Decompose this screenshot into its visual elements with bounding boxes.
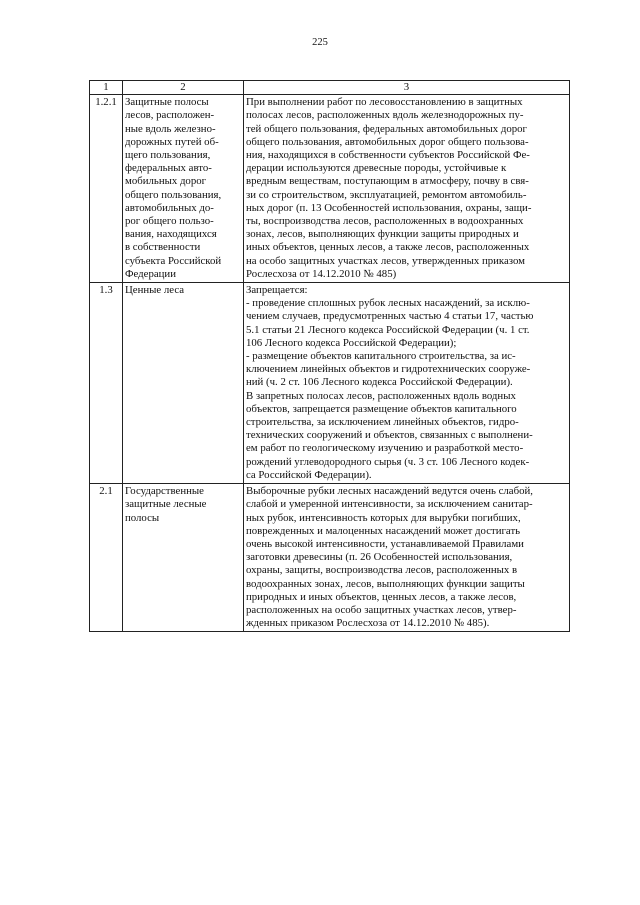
table-row: [90, 283, 570, 484]
category-name-line: защитные лесные: [125, 498, 207, 511]
regulation-text-line: ний (ч. 2 ст. 106 Лесного кодекса Российской Федерации).: [246, 376, 513, 389]
regulation-text-line: 106 Лесного кодекса Российской Федерации);: [246, 336, 457, 349]
regulation-text-line: ных дорог (п. 13 Особенностей использования, охраны, защи-: [246, 201, 532, 214]
regulation-text-line: технических сооружений и объектов, связанных с выполнени-: [246, 429, 533, 442]
row-number: 1.2.1: [90, 95, 123, 283]
header-cell-1: 1: [90, 81, 123, 95]
header-cell-3: 3: [244, 81, 570, 95]
category-name-line: субъекта Российской: [125, 254, 222, 267]
table-row: [90, 484, 570, 632]
regulation-text-line: строительства, за исключением линейных объектов, гидро-: [246, 416, 519, 429]
category-name-line: рог общего пользо-: [125, 215, 214, 228]
category-name-line: полосы: [125, 511, 160, 524]
category-name-line: автомобильных до-: [125, 201, 214, 214]
regulation-text-line: - размещение объектов капитального строительства, за ис-: [246, 350, 516, 363]
regulation-text: [244, 283, 570, 484]
regulation-text-line: поврежденных и малоценных насаждений может достигать: [246, 524, 521, 537]
regulation-text-line: ты, воспроизводства лесов, расположенных в водоохранных: [246, 215, 524, 228]
regulation-text-line: При выполнении работ по лесовосстановлению в защитных: [246, 96, 523, 109]
regulation-text-line: Выборочные рубки лесных насаждений ведутся очень слабой,: [246, 485, 533, 498]
table-row: [90, 95, 570, 283]
category-name-line: Федерации: [125, 267, 176, 280]
regulation-text-line: природных и иных объектов, ценных лесов, а также лесов,: [246, 590, 517, 603]
regulation-text-line: жденных приказом Рослесхоза от 14.12.2010 № 485).: [246, 617, 490, 630]
row-number: 2.1: [90, 484, 123, 632]
category-name-line: Государственные: [125, 485, 204, 498]
regulation-text-line: са Российской Федерации).: [246, 468, 372, 481]
regulation-text-line: В запретных полосах лесов, расположенных вдоль водных: [246, 389, 516, 402]
regulation-text-line: ем работ по геологическому изучению и разработкой место-: [246, 442, 524, 455]
table-header-row: [90, 81, 570, 95]
regulation-text-line: тей общего пользования, федеральных автомобильных дорог: [246, 122, 527, 135]
category-name-line: лесов, расположен-: [125, 109, 215, 122]
regulation-text-line: очень высокой интенсивности, устанавливаемой Правилами: [246, 537, 524, 550]
category-name-line: мобильных дорог: [125, 175, 207, 188]
regulation-text-line: ных рубок, интенсивность которых для вырубки погибших,: [246, 511, 521, 524]
regulation-text: [244, 484, 570, 632]
regulation-text-line: чением случаев, предусмотренных частью 4 статьи 17, частью: [246, 310, 534, 323]
page-number: 225: [312, 37, 328, 48]
regulation-text-line: водоохранных зонах, лесов, выполняющих функции защиты: [246, 577, 525, 590]
regulation-text-line: зи со строительством, эксплуатацией, ремонтом автомобиль-: [246, 188, 527, 201]
category-name-line: федеральных авто-: [125, 162, 212, 175]
regulation-text: [244, 95, 570, 283]
regulation-text-line: охраны, защиты, воспроизводства лесов, расположенных в: [246, 564, 518, 577]
regulation-text-line: зонах, лесов, выполняющих функции защиты природных и: [246, 228, 519, 241]
regulation-text-line: слабой и умеренной интенсивности, за исключением санитар-: [246, 498, 533, 511]
regulation-text-line: объектов, запрещается размещение объектов капитального: [246, 402, 517, 415]
regulation-text-line: рождений углеводородного сырья (ч. 3 ст. 106 Лесного кодек-: [246, 455, 530, 468]
row-number: 1.3: [90, 283, 123, 484]
regulation-text-line: 5.1 статьи 21 Лесного кодекса Российской Федерации (ч. 1 ст.: [246, 323, 530, 336]
category-name-line: щего пользования,: [125, 149, 211, 162]
category-name-line: в собственности: [125, 241, 201, 254]
regulation-text-line: на особо защитных участках лесов, утвержденных приказом: [246, 254, 526, 267]
regulation-text-line: полосах лесов, расположенных вдоль железнодорожных пу-: [246, 109, 524, 122]
category-name: [123, 95, 244, 283]
regulation-table: [89, 80, 570, 632]
category-name-line: Защитные полосы: [125, 96, 209, 109]
category-name: [123, 283, 244, 484]
category-name-line: вания, находящихся: [125, 228, 217, 241]
category-name-line: дорожных путей об-: [125, 135, 219, 148]
regulation-text-line: Рослесхоза от 14.12.2010 № 485): [246, 267, 397, 280]
regulation-text-line: вредным веществам, поступающим в атмосферу, почву в свя-: [246, 175, 529, 188]
regulation-text-line: Запрещается:: [246, 284, 308, 297]
regulation-text-line: - проведение сплошных рубок лесных насаждений, за исклю-: [246, 297, 530, 310]
category-name-line: общего пользования,: [125, 188, 222, 201]
category-name-line: ные вдоль железно-: [125, 122, 216, 135]
category-name: [123, 484, 244, 632]
regulation-text-line: расположенных на особо защитных участках лесов, утвер-: [246, 603, 517, 616]
regulation-text-line: заготовки древесины (п. 26 Особенностей использования,: [246, 551, 513, 564]
regulation-text-line: ключением линейных объектов и гидротехнических сооруже-: [246, 363, 531, 376]
regulation-text-line: дерации используются древесные породы, устойчивые к: [246, 162, 507, 175]
regulation-text-line: ния, находящихся в собственности субъектов Российской Фе-: [246, 149, 530, 162]
regulation-text-line: общего пользования, автомобильных дорог общего пользова-: [246, 135, 529, 148]
header-cell-2: 2: [123, 81, 244, 95]
regulation-text-line: иных объектов, ценных лесов, а также лесов, расположенных: [246, 241, 530, 254]
category-name-line: Ценные леса: [125, 284, 185, 297]
